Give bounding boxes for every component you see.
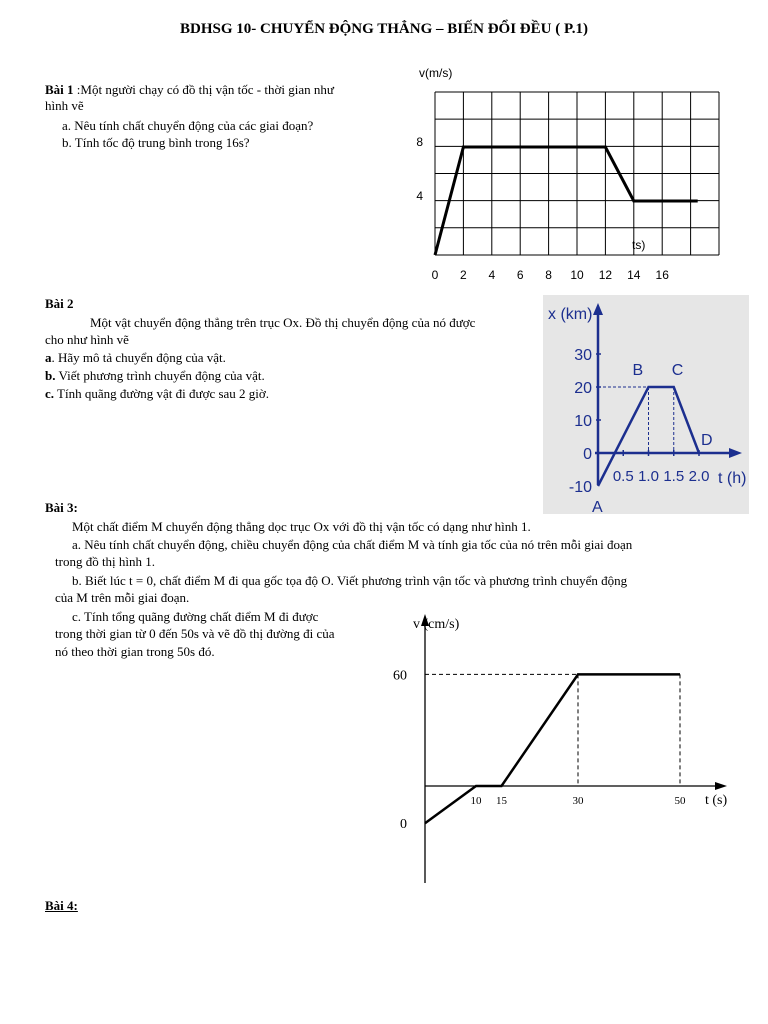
bai3-line5: của M trên mỗi giai đoạn.	[55, 590, 190, 605]
chart1-x-tick-label: 14	[627, 268, 641, 282]
bai2-a-label: a	[45, 350, 52, 365]
bai3-line2: a. Nêu tính chất chuyển động, chiều chuyển động của chất điểm M và tính gia tốc của nó trên mỗi giai đoạn	[72, 537, 633, 552]
chart1-x-tick-label: 10	[570, 268, 584, 282]
chart2-y-tick-label: 0	[583, 446, 592, 463]
chart2-y-tick-label: 30	[574, 347, 592, 364]
chart3-x-tick-label: 30	[572, 795, 584, 807]
bai2-b-text: Viết phương trình chuyển động của vật.	[55, 368, 265, 383]
chart2-point-label: D	[701, 432, 713, 449]
chart1-x-ticks	[432, 268, 670, 282]
chart2-y-tick-label: 10	[574, 413, 592, 430]
chart1-y-tick-label: 4	[416, 189, 423, 203]
chart2-x-tick-label: 1.5	[663, 468, 685, 485]
chart-velocity-time-1	[405, 60, 725, 290]
bai1-question-a: a. Nêu tính chất chuyển động của các giai đoạn?	[62, 118, 314, 133]
chart1-x-tick-label: 0	[431, 268, 439, 282]
chart1-x-tick-label: 2	[460, 268, 467, 282]
chart-velocity-time-2	[385, 608, 745, 893]
bai3-label: Bài 3:	[45, 500, 78, 515]
chart3-xlabel: t (s)	[705, 793, 728, 808]
bai2-line1: Một vật chuyển động thẳng trên trục Ox. Đồ thị chuyển động của nó được	[90, 315, 476, 330]
chart3-ylabel: v (cm/s)	[413, 617, 460, 632]
bai3-line8: nó theo thời gian trong 50s đó.	[55, 644, 215, 659]
bai1-line2: hình vẽ	[45, 98, 84, 113]
chart3-guide-lines	[425, 674, 680, 786]
chart2-point-label: B	[632, 362, 644, 379]
chart1-x-tick-label: 8	[545, 268, 552, 282]
page-title: BDHSG 10- CHUYỂN ĐỘNG THẲNG – BIẾN ĐỔI ĐỀU ( P.1)	[180, 21, 588, 37]
bai2-label: Bài 2	[45, 296, 74, 311]
chart3-y-ticks	[393, 668, 407, 832]
bai2-b-label: b.	[45, 368, 56, 383]
bai2-question-b	[45, 368, 265, 384]
chart2-y-tick-label: 20	[574, 380, 592, 397]
chart1-grid	[435, 92, 719, 255]
chart1-x-tick-label: 4	[488, 268, 496, 282]
bai3-line4: b. Biết lúc t = 0, chất điểm M đi qua gốc tọa độ O. Viết phương trình vận tốc và phương trình chuyển động	[72, 573, 628, 588]
chart3-y-tick-label: 60	[393, 668, 407, 684]
bai2-a-text: . Hãy mô tả chuyển động của vật.	[51, 350, 226, 365]
chart3-x-tick-label: 50	[674, 795, 686, 807]
chart2-x-tick-label: 2.0	[688, 468, 710, 485]
bai4-label: Bài 4:	[45, 898, 78, 913]
chart1-t-label: ts)	[632, 238, 646, 252]
chart3-y-tick-label: 0	[400, 817, 407, 833]
chart3-x-tick-label: 10	[470, 795, 482, 807]
chart1-x-tick-label: 12	[598, 268, 613, 282]
bai3-line6: c. Tính tổng quãng đường chất điểm M đi được	[72, 609, 319, 624]
chart1-y-ticks	[416, 135, 423, 203]
chart1-x-tick-label: 6	[516, 268, 524, 282]
bai3-line1: Một chất điểm M chuyển động thẳng dọc trục Ox với đồ thị vận tốc có dạng như hình 1.	[72, 519, 531, 534]
bai2-question-a	[45, 350, 226, 366]
chart3-x-ticks	[471, 795, 687, 807]
bai1-line1	[45, 82, 334, 98]
bai3-line3: trong đồ thị hình 1.	[55, 554, 156, 569]
chart3-x-tick-label: 15	[496, 795, 507, 807]
chart3-series-line	[425, 674, 680, 823]
bai2-c-label: c.	[45, 386, 55, 401]
chart-position-time	[543, 295, 749, 514]
chart2-y-tick-label: -10	[568, 479, 592, 496]
chart2-x-tick-label: 1.0	[638, 468, 659, 485]
bai2-question-c	[45, 386, 269, 402]
bai2-c-text: Tính quãng đường vật đi được sau 2 giờ.	[54, 386, 270, 401]
chart1-x-tick-label: 16	[655, 268, 669, 282]
bai3-line7: trong thời gian từ 0 đến 50s và vẽ đồ thị đường đi của	[55, 626, 335, 641]
chart2-point-label: C	[671, 362, 684, 379]
chart2-point-label: A	[592, 499, 603, 514]
bai1-label: Bài 1	[45, 82, 74, 97]
chart2-xlabel: t (h)	[718, 470, 747, 487]
bai2-line2: cho như hình vẽ	[45, 332, 129, 347]
chart2-x-tick-label: 0.5	[612, 468, 634, 485]
chart2-ylabel: x (km)	[548, 306, 593, 323]
bai1-question-b: b. Tính tốc độ trung bình trong 16s?	[62, 135, 250, 150]
chart1-y-tick-label: 8	[416, 135, 423, 149]
chart3-x-arrow	[715, 782, 727, 790]
bai1-text: :Một người chạy có đồ thị vận tốc - thời gian như	[73, 82, 334, 97]
chart1-ylabel: v(m/s)	[419, 66, 453, 80]
